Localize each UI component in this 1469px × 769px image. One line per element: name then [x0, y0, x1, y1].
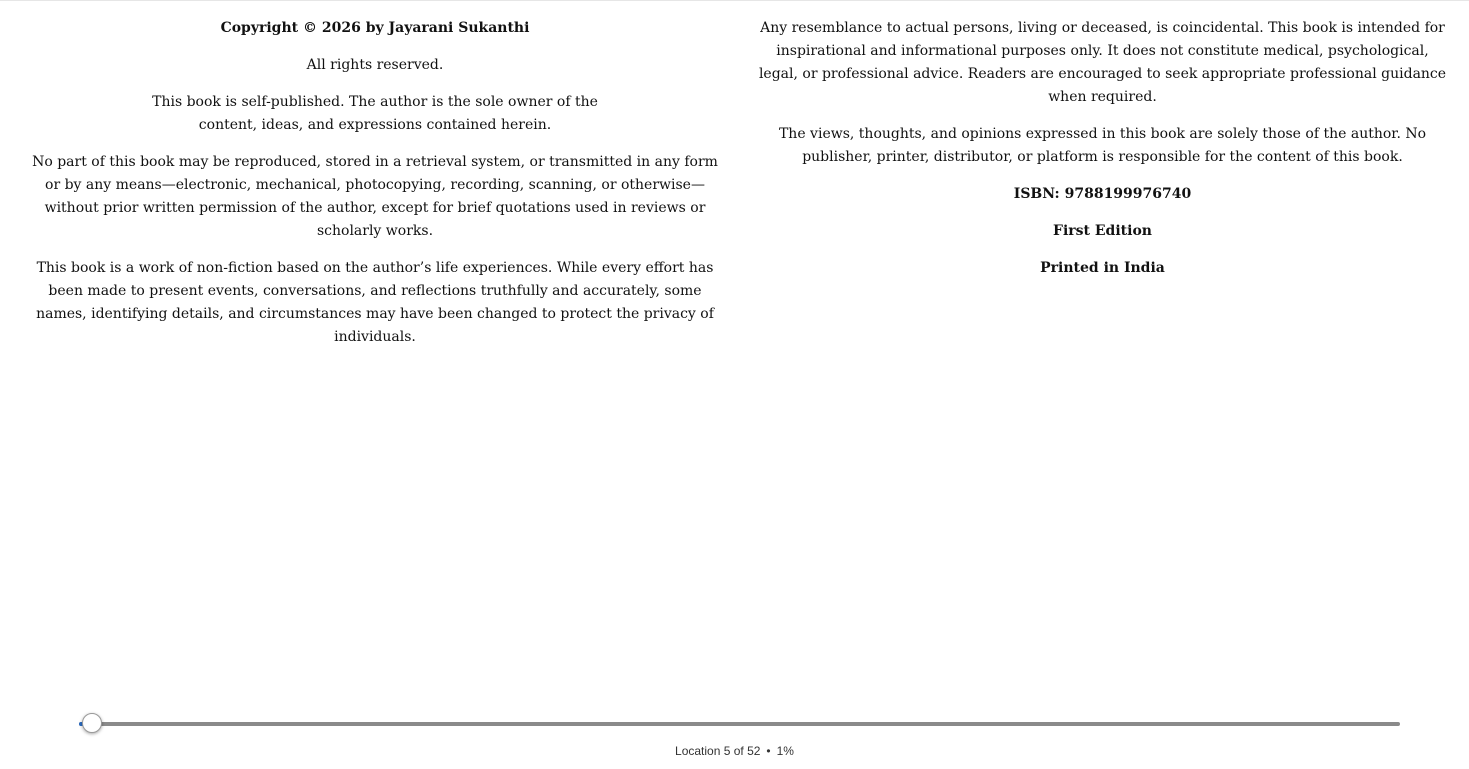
printed-line: Printed in India: [1040, 260, 1165, 276]
reproduction-paragraph: No part of this book may be reproduced, stored in a retrieval system, or transmitted in any form or by any means—electronic, mechanical, photocopying, recording, scanning, or otherwise—without prior written permission of the author, except for brief quotations used in reviews or scholarly works.: [32, 154, 718, 239]
progress-percent: 1%: [776, 744, 794, 758]
separator-dot: •: [766, 744, 771, 758]
progress-slider-track[interactable]: [79, 722, 1400, 726]
copyright-line: Copyright © 2026 by Jayarani Sukanthi: [220, 20, 530, 36]
resemblance-paragraph: Any resemblance to actual persons, living or deceased, is coincidental. This book is intended for inspirational and informational purposes only. It does not constitute medical, psychological, legal, or professional advice. Readers are encouraged to seek appropriate professional guidance when required.: [758, 20, 1447, 105]
edition-line: First Edition: [1053, 223, 1152, 239]
progress-slider-thumb[interactable]: [82, 713, 102, 733]
location-text: Location 5 of 52: [675, 744, 761, 758]
right-page: [756, 17, 1449, 294]
top-divider: [0, 0, 1469, 1]
reader-footer: [0, 705, 1469, 769]
self-published-paragraph: This book is self-published. The author is the sole owner of the content, ideas, and expressions contained herein.: [152, 94, 598, 133]
views-paragraph: The views, thoughts, and opinions expressed in this book are solely those of the author. No publisher, printer, distributor, or platform is responsible for the content of this book.: [778, 126, 1427, 165]
isbn-line: ISBN: 9788199976740: [1013, 186, 1192, 202]
left-page: [28, 17, 722, 363]
location-indicator: [0, 744, 1469, 758]
non-fiction-paragraph: This book is a work of non-fiction based on the author’s life experiences. While every effort has been made to present events, conversations, and reflections truthfully and accurately, some names, identifying details, and circumstances may have been changed to protect the privacy of individuals.: [36, 260, 714, 345]
rights-reserved: All rights reserved.: [306, 57, 444, 73]
